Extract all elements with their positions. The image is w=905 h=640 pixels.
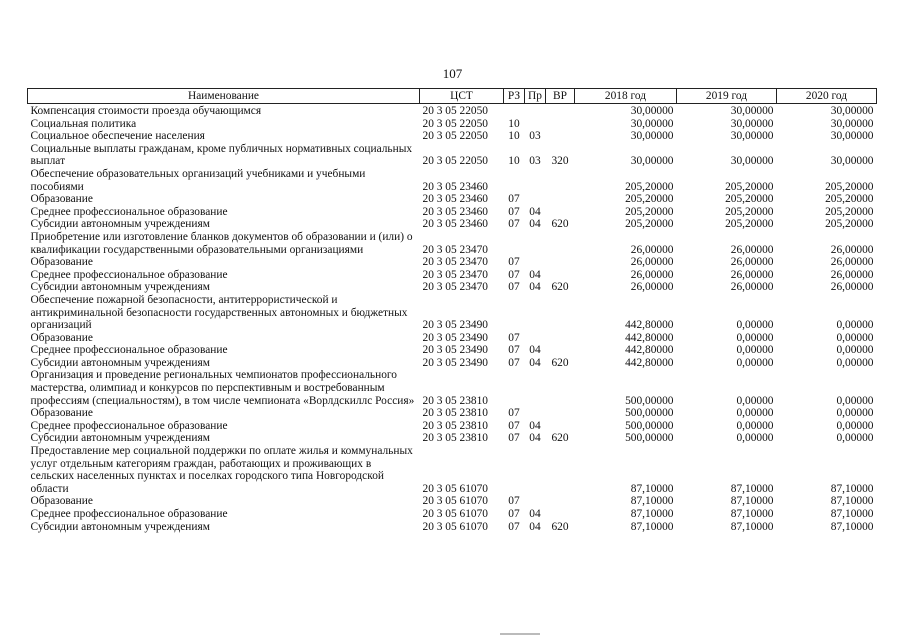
cell-y2020: 87,10000	[830, 520, 874, 533]
cell-rz: 07	[508, 520, 520, 533]
cell-y2020: 205,20000	[825, 180, 874, 193]
cell-y2020: 205,20000	[825, 205, 874, 218]
cell-name: Образование	[30, 193, 93, 206]
cell-y2018: 30,00000	[630, 130, 674, 143]
header-2019: 2019 год	[677, 89, 777, 104]
cell-cst: 20 3 05 23460	[422, 180, 488, 193]
cell-vr	[546, 332, 575, 345]
cell-cst: 20 3 05 23490	[422, 344, 488, 357]
cell-name: Субсидии автономным учреждениям	[30, 356, 210, 369]
cell-name: Образование	[30, 495, 93, 508]
table-header	[28, 89, 877, 104]
cell-cst: 20 3 05 23460	[422, 205, 488, 218]
cell-name: Компенсация стоимости проезда обучающимся	[30, 105, 262, 117]
header-pr: Пр	[525, 89, 546, 104]
table-row	[28, 143, 877, 168]
cell-cst: 20 3 05 22050	[422, 117, 488, 130]
cell-vr	[546, 130, 575, 143]
cell-cst: 20 3 05 23490	[422, 319, 488, 332]
cell-name: Образование	[30, 256, 93, 269]
cell-y2019: 0,00000	[736, 394, 774, 407]
cell-name: Субсидии автономным учреждениям	[30, 281, 210, 294]
cell-vr: 620	[551, 281, 569, 294]
cell-y2018: 26,00000	[630, 281, 674, 294]
cell-y2019: 0,00000	[736, 407, 774, 420]
cell-y2020: 205,20000	[825, 193, 874, 206]
cell-cst: 20 3 05 61070	[422, 520, 488, 533]
table-row	[28, 256, 877, 269]
cell-cst: 20 3 05 61070	[422, 482, 488, 495]
cell-cst: 20 3 05 61070	[422, 508, 488, 520]
cell-vr	[546, 495, 575, 508]
cell-y2019: 87,10000	[730, 508, 774, 520]
header-2018: 2018 год	[575, 89, 677, 104]
cell-rz: 07	[508, 407, 520, 420]
cell-rz: 07	[508, 331, 520, 344]
budget-table	[27, 88, 877, 533]
table-row	[28, 168, 877, 193]
cell-name: Социальное обеспечение населения	[30, 130, 205, 143]
table-row	[28, 332, 877, 345]
cell-y2020: 30,00000	[830, 105, 874, 117]
cell-y2020: 26,00000	[830, 256, 874, 269]
header-row	[28, 89, 877, 104]
cell-name: Субсидии автономным учреждениям	[30, 520, 210, 533]
cell-y2018: 87,10000	[630, 520, 674, 533]
cell-rz: 07	[508, 344, 520, 357]
cell-y2019: 26,00000	[730, 268, 774, 281]
cell-y2018: 442,80000	[625, 331, 674, 344]
table-row	[28, 281, 877, 294]
cell-y2019: 87,10000	[730, 520, 774, 533]
cell-name: Среднее профессиональное образование	[30, 268, 228, 281]
table-row	[28, 231, 877, 256]
cell-y2019: 0,00000	[736, 331, 774, 344]
cell-rz: 07	[508, 193, 520, 206]
cell-cst: 20 3 05 23460	[422, 193, 488, 206]
cell-cst: 20 3 05 23470	[422, 281, 488, 294]
cell-y2018: 26,00000	[630, 268, 674, 281]
cell-y2018: 442,80000	[625, 319, 674, 332]
cell-vr	[546, 369, 575, 407]
cell-y2020: 0,00000	[836, 344, 874, 357]
table-row	[28, 369, 877, 407]
header-rz: РЗ	[504, 89, 525, 104]
cell-y2018: 26,00000	[630, 243, 674, 256]
cell-vr	[546, 231, 575, 256]
cell-rz: 07	[508, 508, 520, 520]
cell-y2018: 30,00000	[630, 105, 674, 117]
page-number: 107	[442, 66, 463, 81]
cell-cst: 20 3 05 23470	[422, 268, 488, 281]
cell-name: Среднее профессиональное образование	[30, 419, 228, 432]
cell-name: Субсидии автономным учреждениям	[30, 432, 210, 445]
cell-cst: 20 3 05 22050	[422, 130, 488, 143]
cell-vr: 620	[551, 218, 569, 231]
table-row	[28, 508, 877, 521]
cell-name: Среднее профессиональное образование	[30, 205, 228, 218]
table-row	[28, 344, 877, 357]
cell-pr	[525, 104, 546, 118]
table-row	[28, 420, 877, 433]
cell-y2018: 87,10000	[630, 482, 674, 495]
cell-rz	[504, 294, 525, 332]
cell-vr	[546, 118, 575, 131]
cell-pr	[525, 193, 546, 206]
cell-name: Среднее профессиональное образование	[30, 508, 228, 520]
cell-rz: 07	[508, 268, 520, 281]
cell-name: Обеспечение пожарной безопасности, антитеррористической и антикриминальной безопасности государственных автономных и бюджетных организаций	[30, 293, 408, 332]
cell-rz: 07	[508, 419, 520, 432]
cell-name: Предоставление мер социальной поддержки по оплате жилья и коммунальных услуг отдельным категориям граждан, работающих и проживающих в сельских населенных пунктах и поселках городского типа Новгородской области	[30, 445, 413, 495]
cell-cst: 20 3 05 22050	[422, 155, 488, 168]
cell-y2020: 87,10000	[830, 508, 874, 520]
cell-y2020: 30,00000	[830, 130, 874, 143]
cell-vr	[546, 294, 575, 332]
cell-pr: 04	[529, 356, 541, 369]
cell-vr: 320	[551, 155, 569, 168]
cell-vr	[546, 168, 575, 193]
cell-rz	[504, 369, 525, 407]
cell-y2018: 500,00000	[625, 407, 674, 420]
cell-y2019: 205,20000	[725, 180, 774, 193]
table-row	[28, 130, 877, 143]
cell-rz: 07	[508, 495, 520, 508]
cell-y2020: 0,00000	[836, 394, 874, 407]
cell-cst: 20 3 05 23460	[422, 218, 488, 231]
cell-y2019: 30,00000	[730, 117, 774, 130]
table-row	[28, 294, 877, 332]
cell-pr: 04	[529, 432, 541, 445]
cell-y2020: 0,00000	[836, 331, 874, 344]
cell-y2019: 205,20000	[725, 218, 774, 231]
cell-rz: 10	[508, 130, 520, 143]
cell-y2019: 26,00000	[730, 256, 774, 269]
table-row	[28, 407, 877, 420]
cell-y2018: 205,20000	[625, 205, 674, 218]
header-name: Наименование	[28, 89, 420, 104]
cell-pr: 04	[529, 508, 541, 520]
cell-y2019: 30,00000	[730, 105, 774, 117]
cell-y2019: 0,00000	[736, 319, 774, 332]
cell-y2018: 30,00000	[630, 117, 674, 130]
cell-rz: 07	[508, 205, 520, 218]
cell-y2020: 26,00000	[830, 268, 874, 281]
cell-y2018: 500,00000	[625, 432, 674, 445]
cell-vr: 620	[551, 432, 569, 445]
cell-pr: 04	[529, 520, 541, 533]
table-row	[28, 206, 877, 219]
cell-y2018: 442,80000	[625, 344, 674, 357]
cell-rz	[504, 104, 525, 118]
table-body	[28, 104, 877, 534]
cell-pr	[525, 256, 546, 269]
cell-pr: 04	[529, 281, 541, 294]
cell-vr	[546, 508, 575, 521]
cell-y2018: 26,00000	[630, 256, 674, 269]
header-2020: 2020 год	[777, 89, 877, 104]
cell-cst: 20 3 05 61070	[422, 495, 488, 508]
cell-y2018: 442,80000	[625, 356, 674, 369]
cell-name: Социальные выплаты гражданам, кроме публичных нормативных социальных выплат	[30, 142, 413, 168]
cell-y2020: 87,10000	[830, 482, 874, 495]
cell-pr: 03	[529, 155, 541, 168]
cell-vr	[546, 206, 575, 219]
cell-pr: 04	[529, 205, 541, 218]
cell-pr	[525, 407, 546, 420]
cell-pr	[525, 369, 546, 407]
cell-y2020: 0,00000	[836, 319, 874, 332]
cell-cst: 20 3 05 23490	[422, 356, 488, 369]
cell-y2020: 30,00000	[830, 155, 874, 168]
cell-pr	[525, 294, 546, 332]
table-row	[28, 118, 877, 131]
cell-pr: 04	[529, 268, 541, 281]
cell-pr	[525, 495, 546, 508]
table-row	[28, 432, 877, 445]
cell-y2019: 26,00000	[730, 281, 774, 294]
cell-pr	[525, 118, 546, 131]
header-cst: ЦСТ	[420, 89, 504, 104]
cell-y2019: 87,10000	[730, 495, 774, 508]
cell-vr	[546, 445, 575, 495]
cell-y2018: 87,10000	[630, 495, 674, 508]
cell-y2020: 0,00000	[836, 419, 874, 432]
cell-pr	[525, 445, 546, 495]
cell-y2020: 205,20000	[825, 218, 874, 231]
cell-cst: 20 3 05 22050	[422, 105, 488, 117]
cell-pr	[525, 168, 546, 193]
cell-y2018: 500,00000	[625, 394, 674, 407]
cell-y2020: 26,00000	[830, 243, 874, 256]
header-vr: ВР	[546, 89, 575, 104]
table-row	[28, 495, 877, 508]
cell-vr	[546, 420, 575, 433]
table-row	[28, 521, 877, 534]
cell-y2019: 0,00000	[736, 419, 774, 432]
cell-name: Организация и проведение региональных чемпионатов профессионального мастерства, олимпиад и конкурсов по перспективным и востребованным профессиям (специальностям), в том числе чемпионата «Ворлдскиллс Россия»	[30, 369, 415, 407]
cell-y2019: 205,20000	[725, 205, 774, 218]
cell-cst: 20 3 05 23470	[422, 243, 488, 256]
cell-vr: 620	[551, 356, 569, 369]
cell-y2018: 205,20000	[625, 193, 674, 206]
cell-rz: 10	[508, 117, 520, 130]
cell-cst: 20 3 05 23470	[422, 256, 488, 269]
cell-pr: 03	[529, 130, 541, 143]
cell-name: Субсидии автономным учреждениям	[30, 218, 210, 231]
cell-vr	[546, 104, 575, 118]
cell-vr	[546, 269, 575, 282]
cell-cst: 20 3 05 23810	[422, 419, 488, 432]
cell-vr: 620	[551, 520, 569, 533]
cell-y2020: 30,00000	[830, 117, 874, 130]
cell-y2020: 0,00000	[836, 407, 874, 420]
cell-y2020: 87,10000	[830, 495, 874, 508]
cell-vr	[546, 193, 575, 206]
cell-y2019: 0,00000	[736, 356, 774, 369]
cell-pr: 04	[529, 344, 541, 357]
cell-vr	[546, 344, 575, 357]
cell-rz: 07	[508, 432, 520, 445]
cell-name: Образование	[30, 331, 93, 344]
cell-rz	[504, 445, 525, 495]
cell-y2019: 30,00000	[730, 130, 774, 143]
cell-y2020: 0,00000	[836, 432, 874, 445]
cell-y2019: 26,00000	[730, 243, 774, 256]
cell-name: Среднее профессиональное образование	[30, 344, 228, 357]
cell-y2018: 205,20000	[625, 180, 674, 193]
cell-name: Образование	[30, 407, 93, 420]
table-row	[28, 269, 877, 282]
cell-y2018: 500,00000	[625, 419, 674, 432]
cell-cst: 20 3 05 23490	[422, 331, 488, 344]
table-row	[28, 445, 877, 495]
cell-pr: 04	[529, 218, 541, 231]
cell-y2019: 0,00000	[736, 432, 774, 445]
table-row	[28, 218, 877, 231]
cell-y2019: 205,20000	[725, 193, 774, 206]
cell-y2019: 87,10000	[730, 482, 774, 495]
cell-rz	[504, 231, 525, 256]
table-row	[28, 104, 877, 118]
cell-y2019: 0,00000	[736, 344, 774, 357]
scan-artifact	[500, 633, 540, 635]
cell-cst: 20 3 05 23810	[422, 407, 488, 420]
cell-pr	[525, 332, 546, 345]
cell-y2018: 87,10000	[630, 508, 674, 520]
cell-rz: 07	[508, 356, 520, 369]
cell-y2018: 30,00000	[630, 155, 674, 168]
cell-y2019: 30,00000	[730, 155, 774, 168]
cell-rz: 07	[508, 281, 520, 294]
cell-name: Социальная политика	[30, 117, 137, 130]
cell-pr	[525, 231, 546, 256]
table-row	[28, 357, 877, 370]
cell-rz	[504, 168, 525, 193]
cell-y2020: 26,00000	[830, 281, 874, 294]
cell-rz: 07	[508, 256, 520, 269]
cell-vr	[546, 407, 575, 420]
cell-vr	[546, 256, 575, 269]
cell-cst: 20 3 05 23810	[422, 394, 488, 407]
table-row	[28, 193, 877, 206]
cell-y2020: 0,00000	[836, 356, 874, 369]
cell-name: Обеспечение образовательных организаций учебниками и учебными пособиями	[30, 167, 366, 193]
cell-y2018: 205,20000	[625, 218, 674, 231]
cell-pr: 04	[529, 419, 541, 432]
cell-rz: 10	[508, 155, 520, 168]
cell-name: Приобретение или изготовление бланков документов об образовании и (или) о квалификации государственными образовательными организациями	[30, 230, 413, 256]
cell-cst: 20 3 05 23810	[422, 432, 488, 445]
cell-rz: 07	[508, 218, 520, 231]
